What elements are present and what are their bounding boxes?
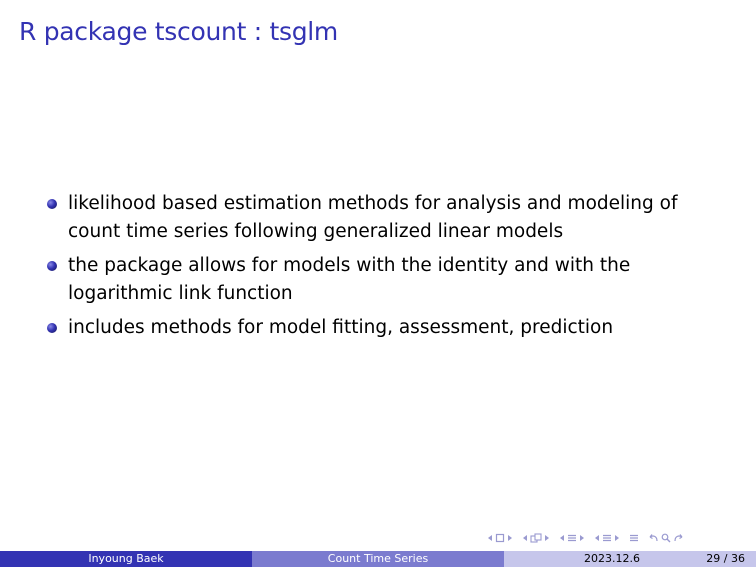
nav-next-frame-icon[interactable] [507,533,513,543]
footer-date: 2023.12.6 [584,552,640,565]
bullet-ball-icon [47,323,57,333]
nav-prev-subsection-icon[interactable] [522,533,528,543]
bullet-text-line: likelihood based estimation methods for analysis and modeling of [68,193,678,214]
nav-forward-icon[interactable] [673,533,684,543]
bullet-ball-icon [47,261,57,271]
nav-toc-icon[interactable] [629,533,639,543]
nav-section-icon[interactable] [567,533,577,543]
bullet-text-line: logarithmic link function [68,283,293,304]
nav-frame-icon[interactable] [495,533,505,543]
bullet-text-line: includes methods for model fitting, assessment, prediction [68,317,614,338]
bullet-item [44,314,704,342]
bullet-item [44,252,704,308]
footer-bar [0,551,756,567]
bullet-text-line: count time series following generalized linear models [68,221,564,242]
bullet-list [44,190,704,348]
bullet-item [44,190,704,246]
nav-search-icon[interactable] [661,533,671,543]
nav-next-section-icon[interactable] [579,533,585,543]
footer-page-number: 29 / 36 [706,552,745,565]
nav-subsection-icon[interactable] [530,533,542,543]
nav-prev-document-icon[interactable] [594,533,600,543]
nav-prev-frame-icon[interactable] [487,533,493,543]
nav-prev-section-icon[interactable] [559,533,565,543]
bullet-text-line: the package allows for models with the identity and with the [68,255,631,276]
slide-title: R package tscount : tsglm [19,17,338,46]
footer-date-page [504,551,756,567]
nav-document-icon[interactable] [602,533,612,543]
bullet-ball-icon [47,199,57,209]
nav-next-subsection-icon[interactable] [544,533,550,543]
nav-next-document-icon[interactable] [614,533,620,543]
navigation-symbols [487,531,684,545]
footer-author: Inyoung Baek [0,551,252,567]
nav-back-icon[interactable] [648,533,659,543]
footer-short-title: Count Time Series [252,551,504,567]
